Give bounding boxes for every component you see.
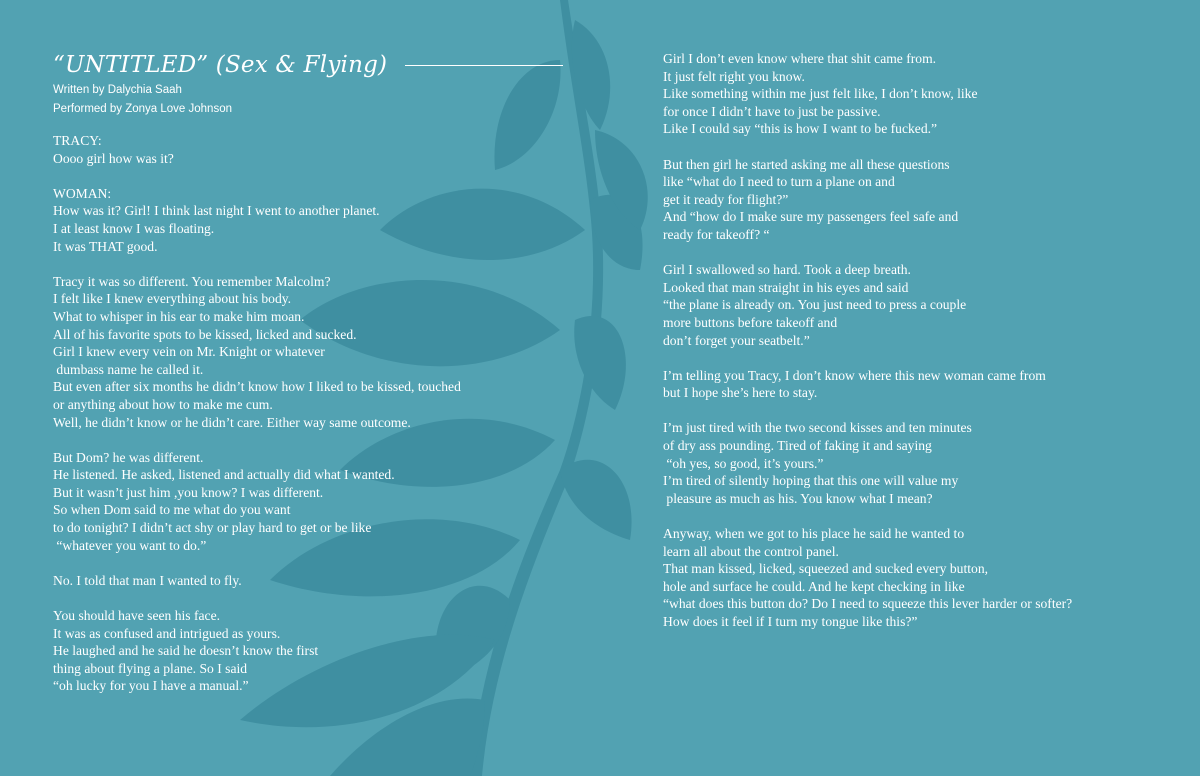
poem-line: pleasure as much as his. You know what I mean? — [663, 490, 933, 506]
poem-line: It just felt right you know. — [663, 68, 805, 84]
poem-line: Oooo girl how was it? — [53, 150, 174, 166]
poem-line: for once I didn’t have to just be passive. — [663, 103, 881, 119]
poem-line: He laughed and he said he doesn’t know the first — [53, 643, 319, 659]
poem-line: I’m telling you Tracy, I don’t know where this new woman came from — [663, 367, 1046, 383]
poem-line: How was it? Girl! I think last night I went to another planet. — [53, 203, 380, 219]
poem-line: No. I told that man I wanted to fly. — [53, 572, 242, 588]
written-by-credit: Written by Dalychia Saah — [53, 84, 182, 96]
performed-by-credit: Performed by Zonya Love Johnson — [53, 103, 232, 115]
poem-line: don’t forget your seatbelt.” — [663, 332, 810, 348]
stanza — [663, 525, 1072, 631]
poem-line: Girl I knew every vein on Mr. Knight or whatever — [53, 344, 325, 360]
poem-line: Girl I don’t even know where that shit came from. — [663, 51, 937, 66]
stanza — [663, 50, 1072, 138]
poem-line: hole and surface he could. And he kept checking in like — [663, 578, 965, 594]
poem-line: I’m tired of silently hoping that this one will value my — [663, 473, 959, 489]
title-row — [53, 52, 563, 78]
right-page — [663, 0, 1183, 776]
poem-line: And “how do I make sure my passengers feel safe and — [663, 209, 959, 225]
poem-line: Anyway, when we got to his place he said he wanted to — [663, 526, 965, 542]
poem-line: TRACY: — [53, 133, 102, 148]
poem-line: more buttons before takeoff and — [663, 314, 838, 330]
poem-left-column — [53, 132, 461, 713]
poem-line: Tracy it was so different. You remember Malcolm? — [53, 273, 331, 289]
poem-line: But even after six months he didn’t know how I liked to be kissed, touched — [53, 379, 461, 395]
poem-line: but I hope she’s here to stay. — [663, 385, 818, 401]
stanza — [53, 572, 461, 590]
stanza — [53, 607, 461, 695]
poem-line: “the plane is already on. You just need to press a couple — [663, 297, 967, 313]
poem-line: “oh lucky for you I have a manual.” — [53, 678, 249, 694]
poem-line: You should have seen his face. — [53, 608, 221, 624]
poem-line: I’m just tired with the two second kisses and ten minutes — [663, 420, 972, 436]
left-page — [53, 0, 613, 776]
poem-line: All of his favorite spots to be kissed, licked and sucked. — [53, 326, 357, 342]
poem-line: I at least know I was floating. — [53, 220, 215, 236]
poem-line: Like something within me just felt like, I don’t know, like — [663, 86, 978, 102]
stanza — [53, 132, 461, 167]
poem-line: Like I could say “this is how I want to be fucked.” — [663, 121, 938, 137]
poem-line: I felt like I knew everything about his body. — [53, 291, 292, 307]
poem-line: But it wasn’t just him ,you know? I was different. — [53, 484, 324, 500]
stanza — [53, 185, 461, 255]
stanza — [53, 273, 461, 431]
stanza — [663, 419, 1072, 507]
poem-line: ready for takeoff? “ — [663, 226, 770, 242]
poem-line: dumbass name he called it. — [53, 361, 204, 377]
poem-line: Well, he didn’t know or he didn’t care. Either way same outcome. — [53, 414, 411, 430]
stanza — [663, 367, 1072, 402]
poem-line: But Dom? he was different. — [53, 449, 204, 465]
poem-right-column — [663, 50, 1072, 648]
poem-line: That man kissed, licked, squeezed and sucked every button, — [663, 561, 989, 577]
poem-line: He listened. He asked, listened and actually did what I wanted. — [53, 467, 395, 483]
stanza — [53, 449, 461, 555]
poem-line: get it ready for flight?” — [663, 191, 789, 207]
poem-line: So when Dom said to me what do you want — [53, 502, 291, 518]
poem-line: Girl I swallowed so hard. Took a deep breath. — [663, 262, 911, 278]
stanza — [663, 156, 1072, 244]
poem-line: learn all about the control panel. — [663, 543, 839, 559]
poem-line: “whatever you want to do.” — [53, 537, 207, 553]
poem-title: “UNTITLED” (Sex & Flying) — [53, 52, 388, 78]
poem-line: “what does this button do? Do I need to squeeze this lever harder or softer? — [663, 596, 1073, 612]
poem-line: of dry ass pounding. Tired of faking it and saying — [663, 438, 932, 454]
poem-line: like “what do I need to turn a plane on and — [663, 174, 895, 190]
poem-line: It was THAT good. — [53, 238, 158, 254]
poem-line: to do tonight? I didn’t act shy or play hard to get or be like — [53, 520, 372, 536]
stanza — [663, 261, 1072, 349]
poem-line: Looked that man straight in his eyes and said — [663, 279, 909, 295]
title-divider — [405, 65, 563, 66]
poem-line: How does it feel if I turn my tongue like this?” — [663, 614, 918, 629]
poem-line: What to whisper in his ear to make him moan. — [53, 308, 305, 324]
poem-line: WOMAN: — [53, 185, 112, 201]
poem-line: “oh yes, so good, it’s yours.” — [663, 455, 824, 471]
poem-line: thing about flying a plane. So I said — [53, 660, 248, 676]
poem-line: or anything about how to make me cum. — [53, 396, 273, 412]
poem-line: It was as confused and intrigued as yours. — [53, 625, 281, 641]
poem-line: But then girl he started asking me all these questions — [663, 156, 950, 172]
